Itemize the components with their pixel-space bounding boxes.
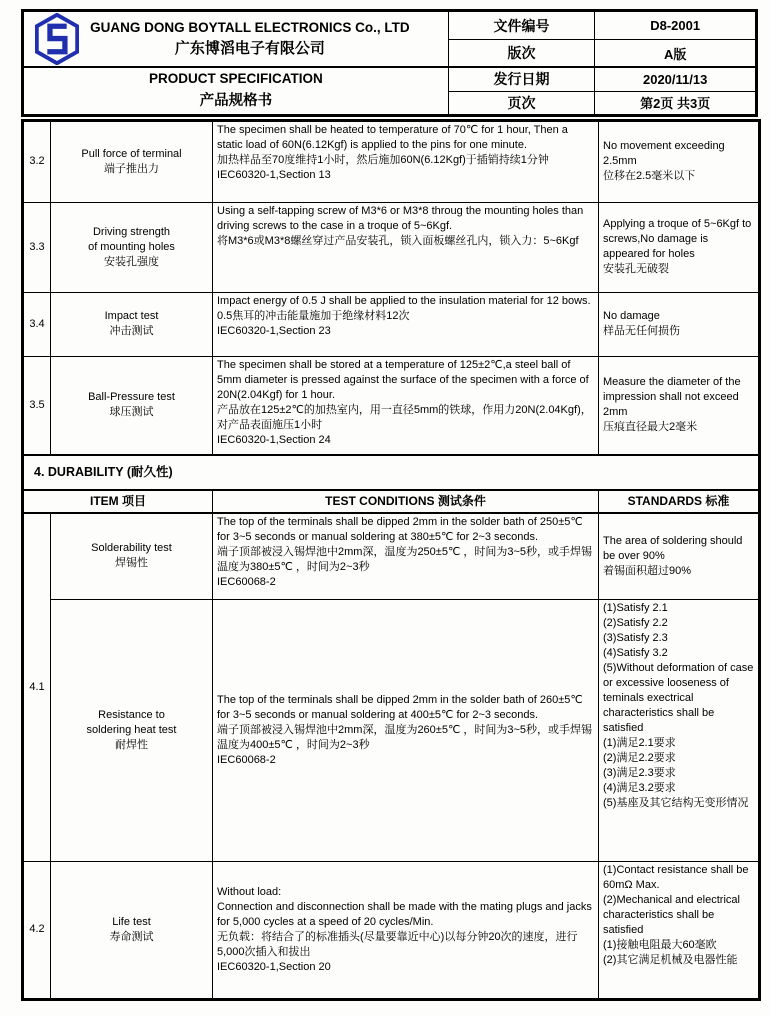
standards-cell: (1)Satisfy 2.1 (2)Satisfy 2.2 (3)Satisfy 2.3 (4)Satisfy 3.2 (5)Without deformation of case or excessive looseness of teminals exectrical characteristics shall be satisfied (1)满足2.1要求 (2)满足2.2要求 (3)满足2.3要求 (4)满足3.2要求 (5)基座及其它结构无变形情况: [599, 599, 760, 861]
table-row: [23, 120, 760, 202]
standards-cell: (1)Contact resistance shall be 60mΩ Max. (2)Mechanical and electrical characteristics shall be satisfied (1)接触电阻最大60毫欧 (2)其它满足机械及电器性能: [599, 861, 760, 999]
standards-cell: No movement exceeding 2.5mm 位移在2.5毫米以下: [599, 120, 760, 202]
test-conditions-cell: The top of the terminals shall be dipped 2mm in the solder bath of 250±5℃ for 3~5 seconds or manual soldering at 380±5℃ for 2~3 seconds. 端子顶部被浸入锡焊池中2mm深，温度为250±5℃ ，时间为3~5秒，或手焊锡温度为380±5℃ ，时间为2~3秒 IEC60068-2: [213, 513, 599, 599]
company-name-en: GUANG DONG BOYTALL ELECTRONICS Co., LTD: [90, 20, 410, 35]
item-cell: Impact test 冲击测试: [51, 292, 213, 356]
column-header-conditions: TEST CONDITIONS 测试条件: [213, 490, 599, 513]
revision-value: A版: [595, 40, 757, 67]
row-number: 3.5: [23, 356, 51, 455]
row-number: 3.4: [23, 292, 51, 356]
test-conditions-cell: The specimen shall be heated to temperature of 70℃ for 1 hour, Then a static load of 60N(6.12Kgf) is applied to the pins for one minute. 加热样品至70度维持1小时，然后施加60N(6.12Kgf)于插销持续1分钟 IEC60320-1,Section 13: [213, 120, 599, 202]
standards-cell: Measure the diameter of the impression shall not exceed 2mm 压痕直径最大2毫米: [599, 356, 760, 455]
section-title-row: [23, 455, 760, 490]
table-row: [23, 861, 760, 999]
company-header-cell: [23, 11, 449, 68]
item-cell: Pull force of terminal 端子推出力: [51, 120, 213, 202]
item-cell: Driving strength of mounting holes 安装孔强度: [51, 202, 213, 292]
standards-cell: The area of soldering should be over 90% 着锡面积超过90%: [599, 513, 760, 599]
test-conditions-cell: The specimen shall be stored at a temperature of 125±2℃,a steel ball of 5mm diameter is pressed against the surface of the specimen with a force of 20N(2.04Kgf) for 1 hour. 产品放在125±2℃的加热室内，用一直径5mm的铁球，作用力20N(2.04Kgf)，对产品表面施压1小时 IEC60320-1,Section 24: [213, 356, 599, 455]
issue-date-value: 2020/11/13: [595, 67, 757, 91]
table-row: [23, 292, 760, 356]
item-cell: Solderability test 焊锡性: [51, 513, 213, 599]
document-header-table: [21, 9, 758, 117]
company-name-cn: 广东博滔电子有限公司: [174, 40, 325, 57]
test-conditions-cell: Using a self-tapping screw of M3*6 or M3*8 throug the mounting holes than driving screws to the case in a troque of 5~6Kgf. 将M3*6或M3*8螺丝穿过产品安装孔，锁入面板螺丝孔内，锁入力：5~6Kgf: [213, 202, 599, 292]
row-number: 4.2: [23, 861, 51, 999]
doc-title-cell: [23, 67, 449, 115]
company-logo-icon: [35, 13, 79, 65]
specification-document: [21, 9, 758, 1001]
row-number: 3.2: [23, 120, 51, 202]
item-cell: Life test 寿命测试: [51, 861, 213, 999]
item-cell: Resistance to soldering heat test 耐焊性: [51, 599, 213, 861]
specification-table: [21, 119, 761, 1001]
item-cell: Ball-Pressure test 球压测试: [51, 356, 213, 455]
page-number-label: 页次: [448, 91, 595, 115]
doc-title-cn: 产品规格书: [199, 93, 273, 110]
company-logo: [28, 13, 86, 65]
row-number: 4.1: [23, 513, 51, 861]
column-header-standards: STANDARDS 标准: [599, 490, 760, 513]
standards-cell: Applying a troque of 5~6Kgf to screws,No damage is appeared for holes 安装孔无破裂: [599, 202, 760, 292]
doc-number-value: D8-2001: [595, 11, 757, 40]
doc-title-en: PRODUCT SPECIFICATION: [148, 71, 323, 87]
row-number: 3.3: [23, 202, 51, 292]
test-conditions-cell: Impact energy of 0.5 J shall be applied to the insulation material for 12 bows. 0.5焦耳的冲击能量施加于绝缘材料12次 IEC60320-1,Section 23: [213, 292, 599, 356]
test-conditions-cell: Without load: Connection and disconnection shall be made with the mating plugs and jacks for 5,000 cycles at a speed of 20 cycles/Min. 无负载：将结合了的标准插头(尽量要靠近中心)以每分钟20次的速度，进行5,000次插入和拔出 IEC60320-1,Section 20: [213, 861, 599, 999]
table-row: [23, 513, 760, 599]
section-title: 4. DURABILITY (耐久性): [23, 455, 760, 490]
column-header-row: [23, 490, 760, 513]
table-row: [23, 202, 760, 292]
table-row: [23, 599, 760, 861]
page-number-value: 第2页 共3页: [595, 91, 757, 115]
column-header-item: ITEM 项目: [23, 490, 213, 513]
test-conditions-cell: The top of the terminals shall be dipped 2mm in the solder bath of 260±5℃ for 3~5 seconds or manual soldering at 400±5℃ for 2~3 seconds. 端子顶部被浸入锡焊池中2mm深，温度为260±5℃ ，时间为3~5秒，或手焊锡温度为400±5℃ ，时间为2~3秒 IEC60068-2: [213, 599, 599, 861]
doc-number-label: 文件编号: [448, 11, 595, 40]
issue-date-label: 发行日期: [448, 67, 595, 91]
table-row: [23, 356, 760, 455]
standards-cell: No damage 样品无任何损伤: [599, 292, 760, 356]
revision-label: 版次: [448, 40, 595, 67]
